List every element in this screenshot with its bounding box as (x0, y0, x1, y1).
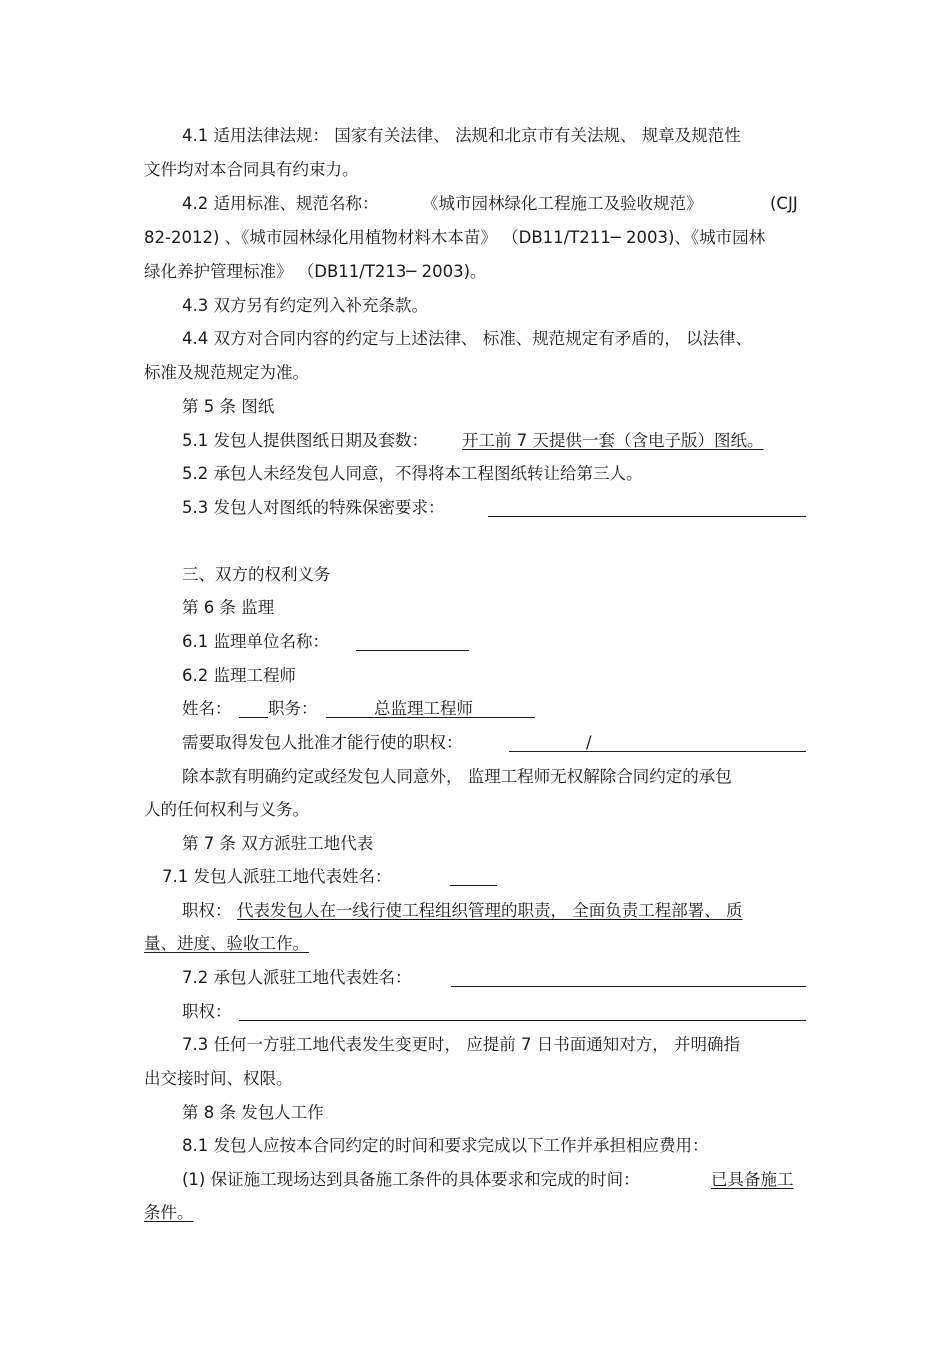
clause-4-1-line1: 4.1 适用法律法规： 国家有关法律、 法规和北京市有关法规、 规章及规范性 (182, 126, 741, 145)
clause-4-2-label: 4.2 适用标准、规范名称： (182, 194, 379, 213)
clause-7-1-authority-label: 职权： (182, 901, 232, 920)
supervisor-duty-label: 职务： (268, 699, 318, 718)
clause-6-1-blank (356, 650, 469, 651)
clause-5-1-value: 开工前 7 天提供一套（含电子版）图纸。 (462, 431, 764, 450)
clause-6-2: 6.2 监理工程师 (182, 666, 296, 685)
supervisor-authority-value: / (586, 733, 592, 752)
clause-7-2-label: 7.2 承包人派驻工地代表姓名： (182, 968, 412, 987)
supervisor-note-line2: 人的任何权利与义务。 (144, 800, 309, 819)
clause-4-1-line2: 文件均对本合同具有约束力。 (144, 160, 359, 179)
clause-5-3-blank (488, 516, 806, 517)
clause-5-3-label: 5.3 发包人对图纸的特殊保密要求： (182, 498, 445, 517)
clause-7-2-authority-label: 职权： (182, 1002, 232, 1021)
clause-7-1-blank (450, 885, 497, 886)
article-5-heading: 第 5 条 图纸 (182, 397, 275, 416)
supervisor-name-blank (239, 717, 268, 718)
clause-5-2: 5.2 承包人未经发包人同意，不得将本工程图纸转让给第三人。 (182, 464, 643, 483)
clause-7-1-authority-line2: 量、进度、验收工作。 (144, 934, 309, 953)
clause-7-3-line2: 出交接时间、权限。 (144, 1069, 293, 1088)
clause-5-1-label: 5.1 发包人提供图纸日期及套数： (182, 431, 428, 450)
clause-4-4-line1: 4.4 双方对合同内容的约定与上述法律、 标准、规范规定有矛盾的， 以法律、 (182, 329, 752, 348)
clause-7-1-label: 7.1 发包人派驻工地代表姓名： (162, 867, 392, 886)
clause-7-2-authority-blank (239, 1020, 806, 1021)
article-7-heading: 第 7 条 双方派驻工地代表 (182, 834, 374, 853)
clause-7-1-authority-line1: 代表发包人在一线行使工程组织管理的职责， 全面负责工程部署、 质 (237, 901, 743, 920)
clause-8-1: 8.1 发包人应按本合同约定的时间和要求完成以下工作并承担相应费用： (182, 1136, 709, 1155)
article-8-heading: 第 8 条 发包人工作 (182, 1103, 324, 1122)
supervisor-authority-label: 需要取得发包人批准才能行使的职权： (182, 733, 463, 752)
clause-6-1-label: 6.1 监理单位名称： (182, 632, 329, 651)
clause-8-1-1-label: (1) 保证施工现场达到具备施工条件的具体要求和完成的时间： (182, 1170, 640, 1189)
clause-4-2-line3: 绿化养护管理标准》 （DB11/T213─ 2003)。 (144, 262, 487, 281)
clause-4-3: 4.3 双方另有约定列入补充条款。 (182, 296, 428, 315)
article-6-heading: 第 6 条 监理 (182, 598, 275, 617)
clause-4-2-code: (CJJ (770, 194, 798, 213)
clause-8-1-1-value: 已具备施工 (711, 1170, 794, 1189)
supervisor-authority-underline (509, 751, 806, 752)
clause-4-4-line2: 标准及规范规定为准。 (144, 363, 309, 382)
part-3-heading: 三、双方的权利义务 (182, 565, 331, 584)
clause-4-2-standard: 《城市园林绿化工程施工及验收规范》 (422, 194, 703, 213)
clause-8-1-1-value-cont: 条件。 (144, 1203, 194, 1222)
clause-7-3-line1: 7.3 任何一方驻工地代表发生变更时， 应提前 7 日书面通知对方， 并明确指 (182, 1035, 740, 1054)
clause-7-2-blank (451, 986, 806, 987)
supervisor-name-label: 姓名： (182, 699, 232, 718)
supervisor-duty-value: 总监理工程师 (374, 699, 473, 718)
clause-4-2-line2: 82-2012) 、《城市园林绿化用植物材料木本苗》 （DB11/T211─ 2003)、《城市园林 (144, 228, 766, 247)
supervisor-note-line1: 除本款有明确约定或经发包人同意外， 监理工程师无权解除合同约定的承包 (182, 767, 732, 786)
